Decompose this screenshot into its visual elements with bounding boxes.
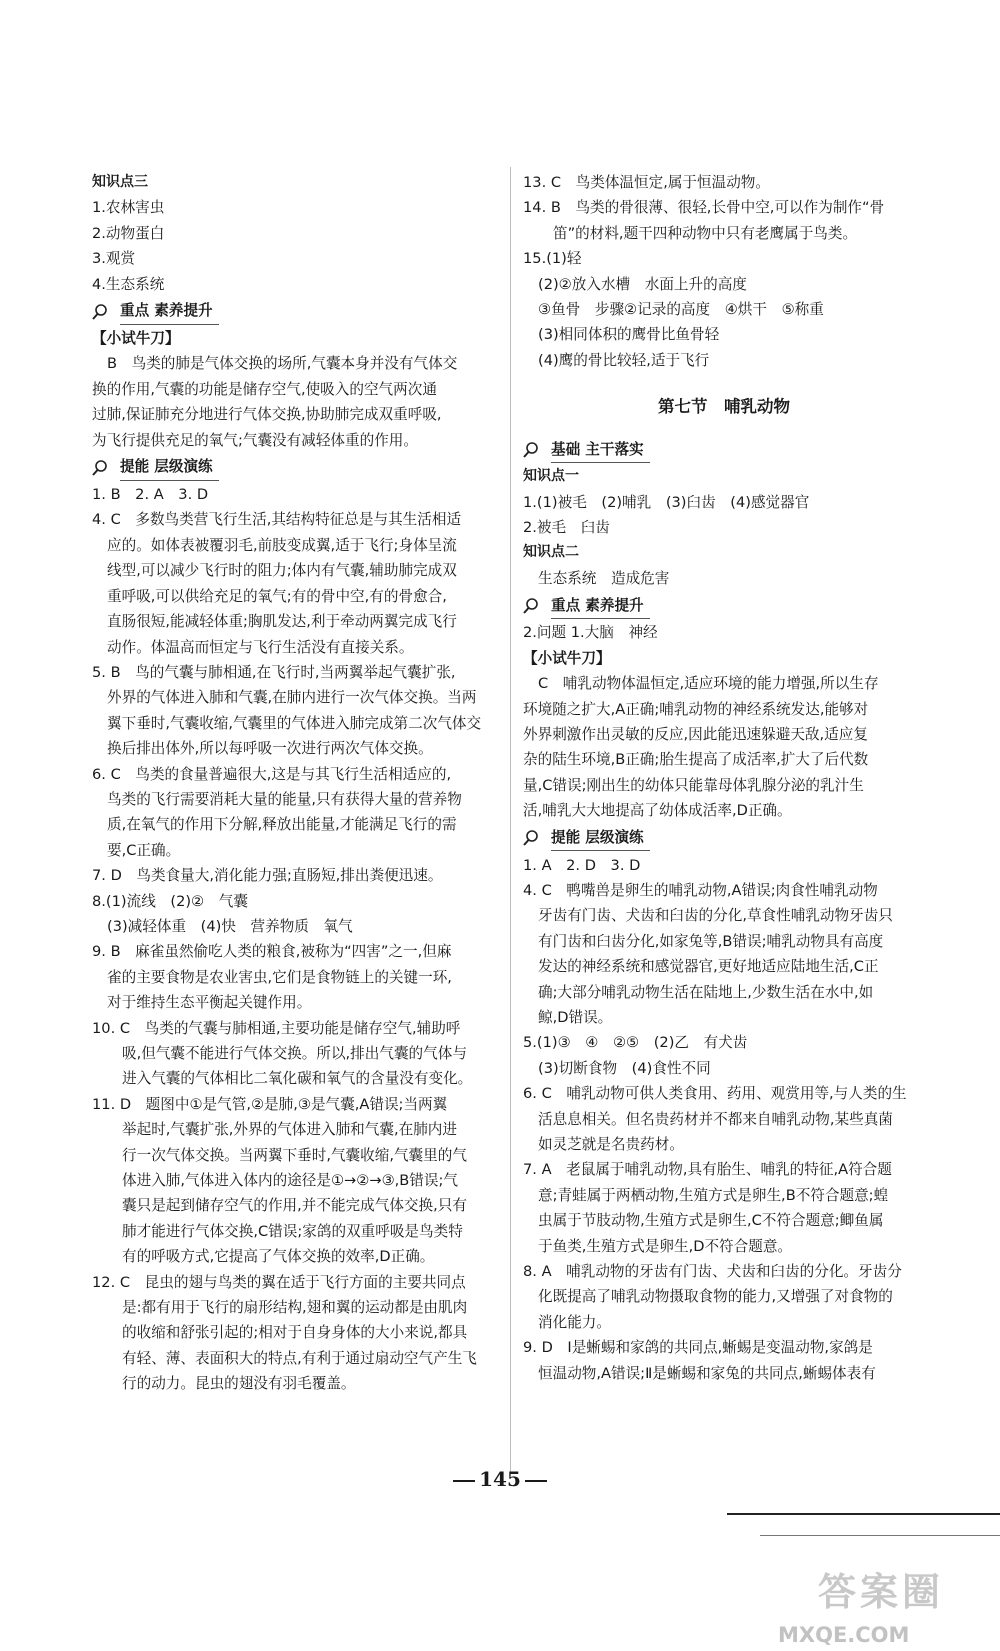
section-title: 重点 素养提升 [551, 593, 650, 619]
practice-line: 活,哺乳大大地提高了幼体成活率,D正确。 [523, 802, 792, 820]
answer-line: 6. C 鸟类的食量普遍很大,这是与其飞行生活相适应的, [92, 765, 452, 783]
practice-title: 【小试牛刀】 [92, 330, 180, 348]
answer-line: 7. D 鸟类食量大,消化能力强;直肠短,排出粪便迅速。 [92, 867, 443, 885]
watermark-site: MXQE.COM [778, 1623, 910, 1647]
section-title: 基础 主干落实 [551, 437, 650, 463]
answer-line: 15.(1)轻 [523, 250, 582, 268]
answer-line: (2)②放入水槽 水面上升的高度 [538, 275, 747, 293]
answer-line: 要,C正确。 [107, 841, 181, 859]
answer-line: 13. C 鸟类体温恒定,属于恒温动物。 [523, 174, 770, 191]
answer-line: 肺才能进行气体交换,C错误;家鸽的双重呼吸是鸟类特 [122, 1222, 463, 1240]
answer-line: 翼下垂时,气囊收缩,气囊里的气体进入肺完成第二次气体交 [107, 714, 482, 732]
answer-line: 动作。体温高而恒定与飞行生活没有直接关系。 [107, 638, 414, 656]
answer-line: 是:都有用于飞行的扇形结构,翅和翼的运动都是由肌肉 [122, 1299, 468, 1317]
practice-line: C 哺乳动物体温恒定,适应环境的能力增强,所以生存 [538, 675, 879, 693]
answer-line: 有的呼吸方式,它提高了气体交换的效率,D正确。 [122, 1248, 435, 1266]
answer-line: 化既提高了哺乳动物摄取食物的能力,又增强了对食物的 [538, 1288, 893, 1306]
answer-line: 鸟类的飞行需要消耗大量的能量,只有获得大量的营养物 [107, 790, 462, 808]
page-number [0, 1467, 1000, 1491]
practice-line: 换的作用,气囊的功能是储存空气,使吸入的空气两次通 [92, 380, 437, 398]
page-number-value: 145 [479, 1467, 521, 1491]
practice-line: 量,C错误;刚出生的幼体只能靠母体乳腺分泌的乳汁生 [523, 776, 864, 794]
page-number-dash [525, 1480, 547, 1482]
answer-line: (3)切断食物 (4)食性不同 [538, 1059, 711, 1077]
answer-line: 对于维持生态平衡起关键作用。 [107, 994, 312, 1012]
section-header-ability [523, 826, 925, 851]
answer-line: 应的。如体表被覆羽毛,前肢变成翼,适于飞行;身体呈流 [107, 536, 457, 554]
answer-line: 笛”的材料,题干四种动物中只有老鹰属于鸟类。 [553, 224, 858, 242]
answer-line: 1. A 2. D 3. D [523, 856, 641, 874]
answer-line: 有轻、薄、表面积大的特点,有利于通过扇动空气产生飞 [122, 1349, 477, 1367]
answer-line: 如灵芝就是名贵药材。 [538, 1136, 684, 1153]
answer-line: 1. B 2. A 3. D [92, 486, 209, 504]
answer-line: 举起时,气囊扩张,外界的气体进入肺和气囊,在肺内进 [122, 1121, 457, 1139]
answer-line: 14. B 鸟类的骨很薄、很轻,长骨中空,可以作为制作“骨 [523, 199, 885, 217]
practice-line: 外界刺激作出灵敏的反应,因此能迅速躲避天敌,适应复 [523, 725, 868, 743]
kp3-item: 3.观赏 [92, 250, 136, 268]
column-divider [510, 167, 511, 1479]
answer-line: 牙齿有门齿、犬齿和臼齿的分化,草食性哺乳动物牙齿只 [538, 907, 893, 925]
answer-line: 5. B 鸟的气囊与肺相通,在飞行时,当两翼举起气囊扩张, [92, 663, 456, 681]
answer-line: 8. A 哺乳动物的牙齿有门齿、犬齿和臼齿的分化。牙齿分 [523, 1263, 902, 1281]
answer-line: 6. C 哺乳动物可供人类食用、药用、观赏用等,与人类的生 [523, 1085, 907, 1103]
answer-line: 5.(1)③ ④ ②⑤ (2)乙 有犬齿 [523, 1034, 748, 1052]
watermark-logo: 答案圈 [818, 1570, 945, 1614]
magnifier-icon [523, 829, 549, 847]
kp3-title: 知识点三 [92, 174, 148, 190]
kp2-line: 生态系统 造成危害 [538, 569, 670, 587]
kp3-item: 2.动物蛋白 [92, 224, 165, 242]
answer-line: (3)减轻体重 (4)快 营养物质 氧气 [107, 917, 353, 935]
answer-line: ③鱼骨 步骤②记录的高度 ④烘干 ⑤称重 [538, 301, 824, 319]
practice-line: B 鸟类的肺是气体交换的场所,气囊本身并没有气体交 [107, 355, 458, 373]
answer-line: 活息息相关。但名贵药材并不都来自哺乳动物,某些真菌 [538, 1110, 893, 1128]
answer-line: 于鱼类,生殖方式是卵生,D不符合题意。 [538, 1237, 793, 1255]
section-title: 重点 素养提升 [120, 298, 219, 324]
kp1-title: 知识点一 [523, 468, 579, 485]
answer-line: (3)相同体积的鹰骨比鱼骨轻 [538, 326, 720, 344]
answer-line: 4. C 鸭嘴兽是卵生的哺乳动物,A错误;肉食性哺乳动物 [523, 881, 878, 899]
answer-line: 直肠很短,能减轻体重;胸肌发达,利于牵动两翼完成飞行 [107, 613, 457, 631]
answer-line: 发达的神经系统和感觉器官,更好地适应陆地生活,C正 [538, 958, 879, 976]
answer-line: 4. C 多数鸟类营飞行生活,其结构特征总是与其生活相适 [92, 511, 462, 529]
section-title: 提能 层级演练 [551, 825, 650, 851]
answer-line: 体进入肺,气体进入体内的途径是①→②→③,B错误;气 [122, 1172, 459, 1190]
answer-line: 有门齿和臼齿分化,如家兔等,B错误;哺乳动物具有高度 [538, 932, 884, 950]
magnifier-icon [92, 459, 118, 477]
answer-line: 吸,但气囊不能进行气体交换。所以,排出气囊的气体与 [122, 1045, 467, 1062]
footer-rule [760, 1535, 1000, 1536]
answer-line: 质,在氧气的作用下分解,释放出能量,才能满足飞行的需 [107, 816, 457, 834]
section-header-key [523, 593, 925, 618]
answer-line: 外界的气体进入肺和气囊,在肺内进行一次气体交换。当两 [107, 689, 477, 707]
answer-line: 鲸,D错误。 [538, 1008, 613, 1026]
answer-line: 8.(1)流线 (2)② 气囊 [92, 892, 248, 910]
right-column [523, 170, 925, 1386]
section-header-base [523, 437, 925, 462]
answer-line: 消化能力。 [538, 1313, 611, 1331]
section-title: 提能 层级演练 [120, 454, 219, 480]
answer-line: 行的动力。昆虫的翅没有羽毛覆盖。 [122, 1375, 356, 1393]
magnifier-icon [523, 597, 549, 615]
practice-line: 环境随之扩大,A正确;哺乳动物的神经系统发达,能够对 [523, 700, 869, 718]
kp3-item: 4.生态系统 [92, 275, 165, 293]
practice-line: 杂的陆生环境,B正确;胎生提高了成活率,扩大了后代数 [523, 751, 869, 769]
kp3-item: 1.农林害虫 [92, 199, 165, 217]
practice-title: 【小试牛刀】 [523, 649, 611, 667]
kp1-line: 1.(1)被毛 (2)哺乳 (3)臼齿 (4)感觉器官 [523, 493, 810, 511]
chapter-title: 第七节 哺乳动物 [658, 397, 790, 417]
answer-line: 11. D 题图中①是气管,②是肺,③是气囊,A错误;当两翼 [92, 1095, 448, 1113]
answer-line: 9. D Ⅰ是蜥蜴和家鸽的共同点,蜥蜴是变温动物,家鸽是 [523, 1339, 873, 1357]
answer-line: 换后排出体外,所以每呼吸一次进行两次气体交换。 [107, 740, 433, 758]
left-column [92, 170, 500, 1397]
answer-line: 雀的主要食物是农业害虫,它们是食物链上的关键一环, [107, 968, 452, 986]
kp2-title: 知识点二 [523, 544, 579, 561]
answer-line: 进入气囊的气体相比二氧化碳和氧气的含量没有变化。 [122, 1070, 473, 1088]
question-line: 2.问题 1.大脑 神经 [523, 624, 658, 642]
answer-line: 7. A 老鼠属于哺乳动物,具有胎生、哺乳的特征,A符合题 [523, 1161, 892, 1179]
answer-line: (4)鹰的骨比较轻,适于飞行 [538, 351, 710, 369]
answer-line: 线型,可以减少飞行时的阻力;体内有气囊,辅助肺完成双 [107, 562, 457, 580]
section-header-key [92, 299, 500, 324]
practice-line: 过肺,保证肺充分地进行气体交换,协助肺完成双重呼吸, [92, 406, 442, 424]
answer-line: 恒温动物,A错误;Ⅱ是蜥蜴和家兔的共同点,蜥蜴体表有 [538, 1364, 876, 1382]
answer-line: 意;青蛙属于两栖动物,生殖方式是卵生,B不符合题意;蝗 [538, 1186, 889, 1204]
practice-line: 为飞行提供充足的氧气;气囊没有减轻体重的作用。 [92, 431, 418, 449]
answer-line: 囊只是起到储存空气的作用,并不能完成气体交换,只有 [122, 1197, 467, 1215]
kp1-line: 2.被毛 臼齿 [523, 519, 610, 537]
answer-line: 确;大部分哺乳动物生活在陆地上,少数生活在水中,如 [538, 983, 874, 1001]
answer-line: 虫属于节肢动物,生殖方式是卵生,C不符合题意;鲫鱼属 [538, 1212, 884, 1230]
section-header-ability [92, 455, 500, 480]
answer-line: 行一次气体交换。当两翼下垂时,气囊收缩,气囊里的气 [122, 1146, 467, 1164]
magnifier-icon [523, 441, 549, 459]
magnifier-icon [92, 303, 118, 321]
answer-line: 重呼吸,可以供给充足的氧气;有的骨中空,有的骨愈合, [107, 587, 447, 605]
answer-line: 12. C 昆虫的翅与鸟类的翼在适于飞行方面的主要共同点 [92, 1273, 466, 1291]
answer-line: 的收缩和舒张引起的;相对于自身身体的大小来说,都具 [122, 1324, 468, 1342]
answer-line: 10. C 鸟类的气囊与肺相通,主要功能是储存空气,辅助呼 [92, 1019, 461, 1037]
page-number-dash [453, 1480, 475, 1482]
answer-line: 9. B 麻雀虽然偷吃人类的粮食,被称为“四害”之一,但麻 [92, 943, 452, 961]
footer-rule [727, 1513, 1000, 1515]
